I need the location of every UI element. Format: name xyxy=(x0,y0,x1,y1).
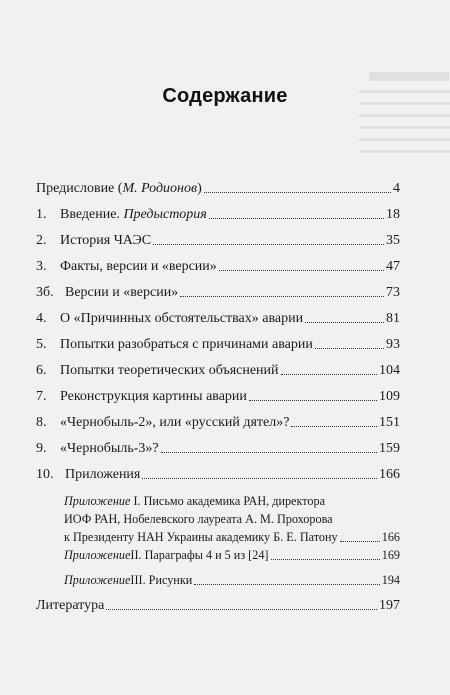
dot-leader xyxy=(180,296,384,297)
page-number: 194 xyxy=(381,573,400,587)
dot-leader xyxy=(315,348,384,349)
toc-entry-7 xyxy=(36,388,400,405)
appendix-line: Приложение II. Параграфы 4 и 5 из [24] 169 xyxy=(64,548,400,562)
entry-number: 8. xyxy=(36,415,47,430)
appendix-line: ИОФ РАН, Нобелевского лауреата А. М. Прохорова xyxy=(64,512,333,526)
page-number: 104 xyxy=(379,363,400,378)
appendix-entry-3 xyxy=(64,571,400,589)
toc-entry-10 xyxy=(36,466,400,483)
dot-leader xyxy=(340,541,380,542)
entry-number: 10. xyxy=(36,467,54,482)
toc-entry-title: «Чернобыль-2», или «русский дятел»? xyxy=(60,415,290,430)
dot-leader xyxy=(271,559,380,560)
toc-entry-3b xyxy=(36,284,400,301)
toc-entry-title: Версии и «версии» xyxy=(65,285,179,300)
entry-number: 4. xyxy=(36,311,47,326)
page-number: 166 xyxy=(379,467,400,482)
dot-leader xyxy=(204,192,391,193)
toc-entry-title: Попытки разобраться с причинами аварии xyxy=(60,337,313,352)
entry-number: 7. xyxy=(36,389,47,404)
dot-leader xyxy=(142,478,377,479)
toc-entry-title: «Чернобыль-3»? xyxy=(60,441,159,456)
page-number: 47 xyxy=(386,259,400,274)
page-number: 166 xyxy=(381,530,400,544)
toc-entry-4 xyxy=(36,310,400,327)
toc-entry-9 xyxy=(36,440,400,457)
toc-entry-title: Предисловие (М. Родионов) xyxy=(36,181,202,196)
toc-entry-5 xyxy=(36,336,400,353)
page-title: Содержание xyxy=(162,85,288,107)
toc-entry-2 xyxy=(36,232,400,249)
page-number: 18 xyxy=(386,207,400,222)
toc-entry-title: Введение. Предыстория xyxy=(60,207,207,222)
entry-number: 1. xyxy=(36,207,47,222)
entry-number: 5. xyxy=(36,337,47,352)
dot-leader xyxy=(194,584,379,585)
toc-entry-8 xyxy=(36,414,400,431)
dot-leader xyxy=(219,270,384,271)
page-number: 197 xyxy=(379,598,400,613)
toc-entry-preface xyxy=(36,180,400,197)
page-number: 93 xyxy=(386,337,400,352)
appendix-line: Приложение I. Письмо академика РАН, директора xyxy=(64,494,325,508)
page-number: 109 xyxy=(379,389,400,404)
appendix-line: Приложение III. Рисунки 194 xyxy=(64,573,400,587)
entry-number: 2. xyxy=(36,233,47,248)
toc-entry-title: Приложения xyxy=(65,467,141,482)
toc-entry-title: Реконструкция картины аварии xyxy=(60,389,247,404)
dot-leader xyxy=(281,374,377,375)
toc-entry-title: Факты, версии и «версии» xyxy=(60,259,217,274)
toc-entry-6 xyxy=(36,362,400,379)
page-number: 35 xyxy=(386,233,400,248)
dot-leader xyxy=(153,244,384,245)
toc-entry-title: О «Причинных обстоятельствах» аварии xyxy=(60,311,304,326)
dot-leader xyxy=(209,218,384,219)
facing-page-bleed xyxy=(355,62,450,182)
entry-number: 9. xyxy=(36,441,47,456)
page-number: 73 xyxy=(386,285,400,300)
dot-leader xyxy=(305,322,384,323)
entry-number: 6. xyxy=(36,363,47,378)
toc-entry-title: История ЧАЭС xyxy=(60,233,152,248)
toc-entry-title: Литература xyxy=(36,598,105,613)
entry-number: 3б. xyxy=(36,285,54,300)
toc-entry-literature xyxy=(36,597,400,614)
dot-leader xyxy=(249,400,377,401)
page-number: 169 xyxy=(381,548,400,562)
appendix-entry-1 xyxy=(64,492,400,546)
dot-leader xyxy=(106,609,377,610)
page-number: 151 xyxy=(379,415,400,430)
toc-entry-1 xyxy=(36,206,400,223)
page-number: 4 xyxy=(393,181,400,196)
page-number: 159 xyxy=(379,441,400,456)
appendix-line: к Президенту НАН Украины академику Б. Е. Патону 166 xyxy=(64,530,400,544)
dot-leader xyxy=(161,452,377,453)
dot-leader xyxy=(291,426,377,427)
page-number: 81 xyxy=(386,311,400,326)
entry-number: 3. xyxy=(36,259,47,274)
toc-entry-title: Попытки теоретических объяснений xyxy=(60,363,279,378)
toc-entry-3 xyxy=(36,258,400,275)
appendix-entry-2 xyxy=(64,546,400,564)
